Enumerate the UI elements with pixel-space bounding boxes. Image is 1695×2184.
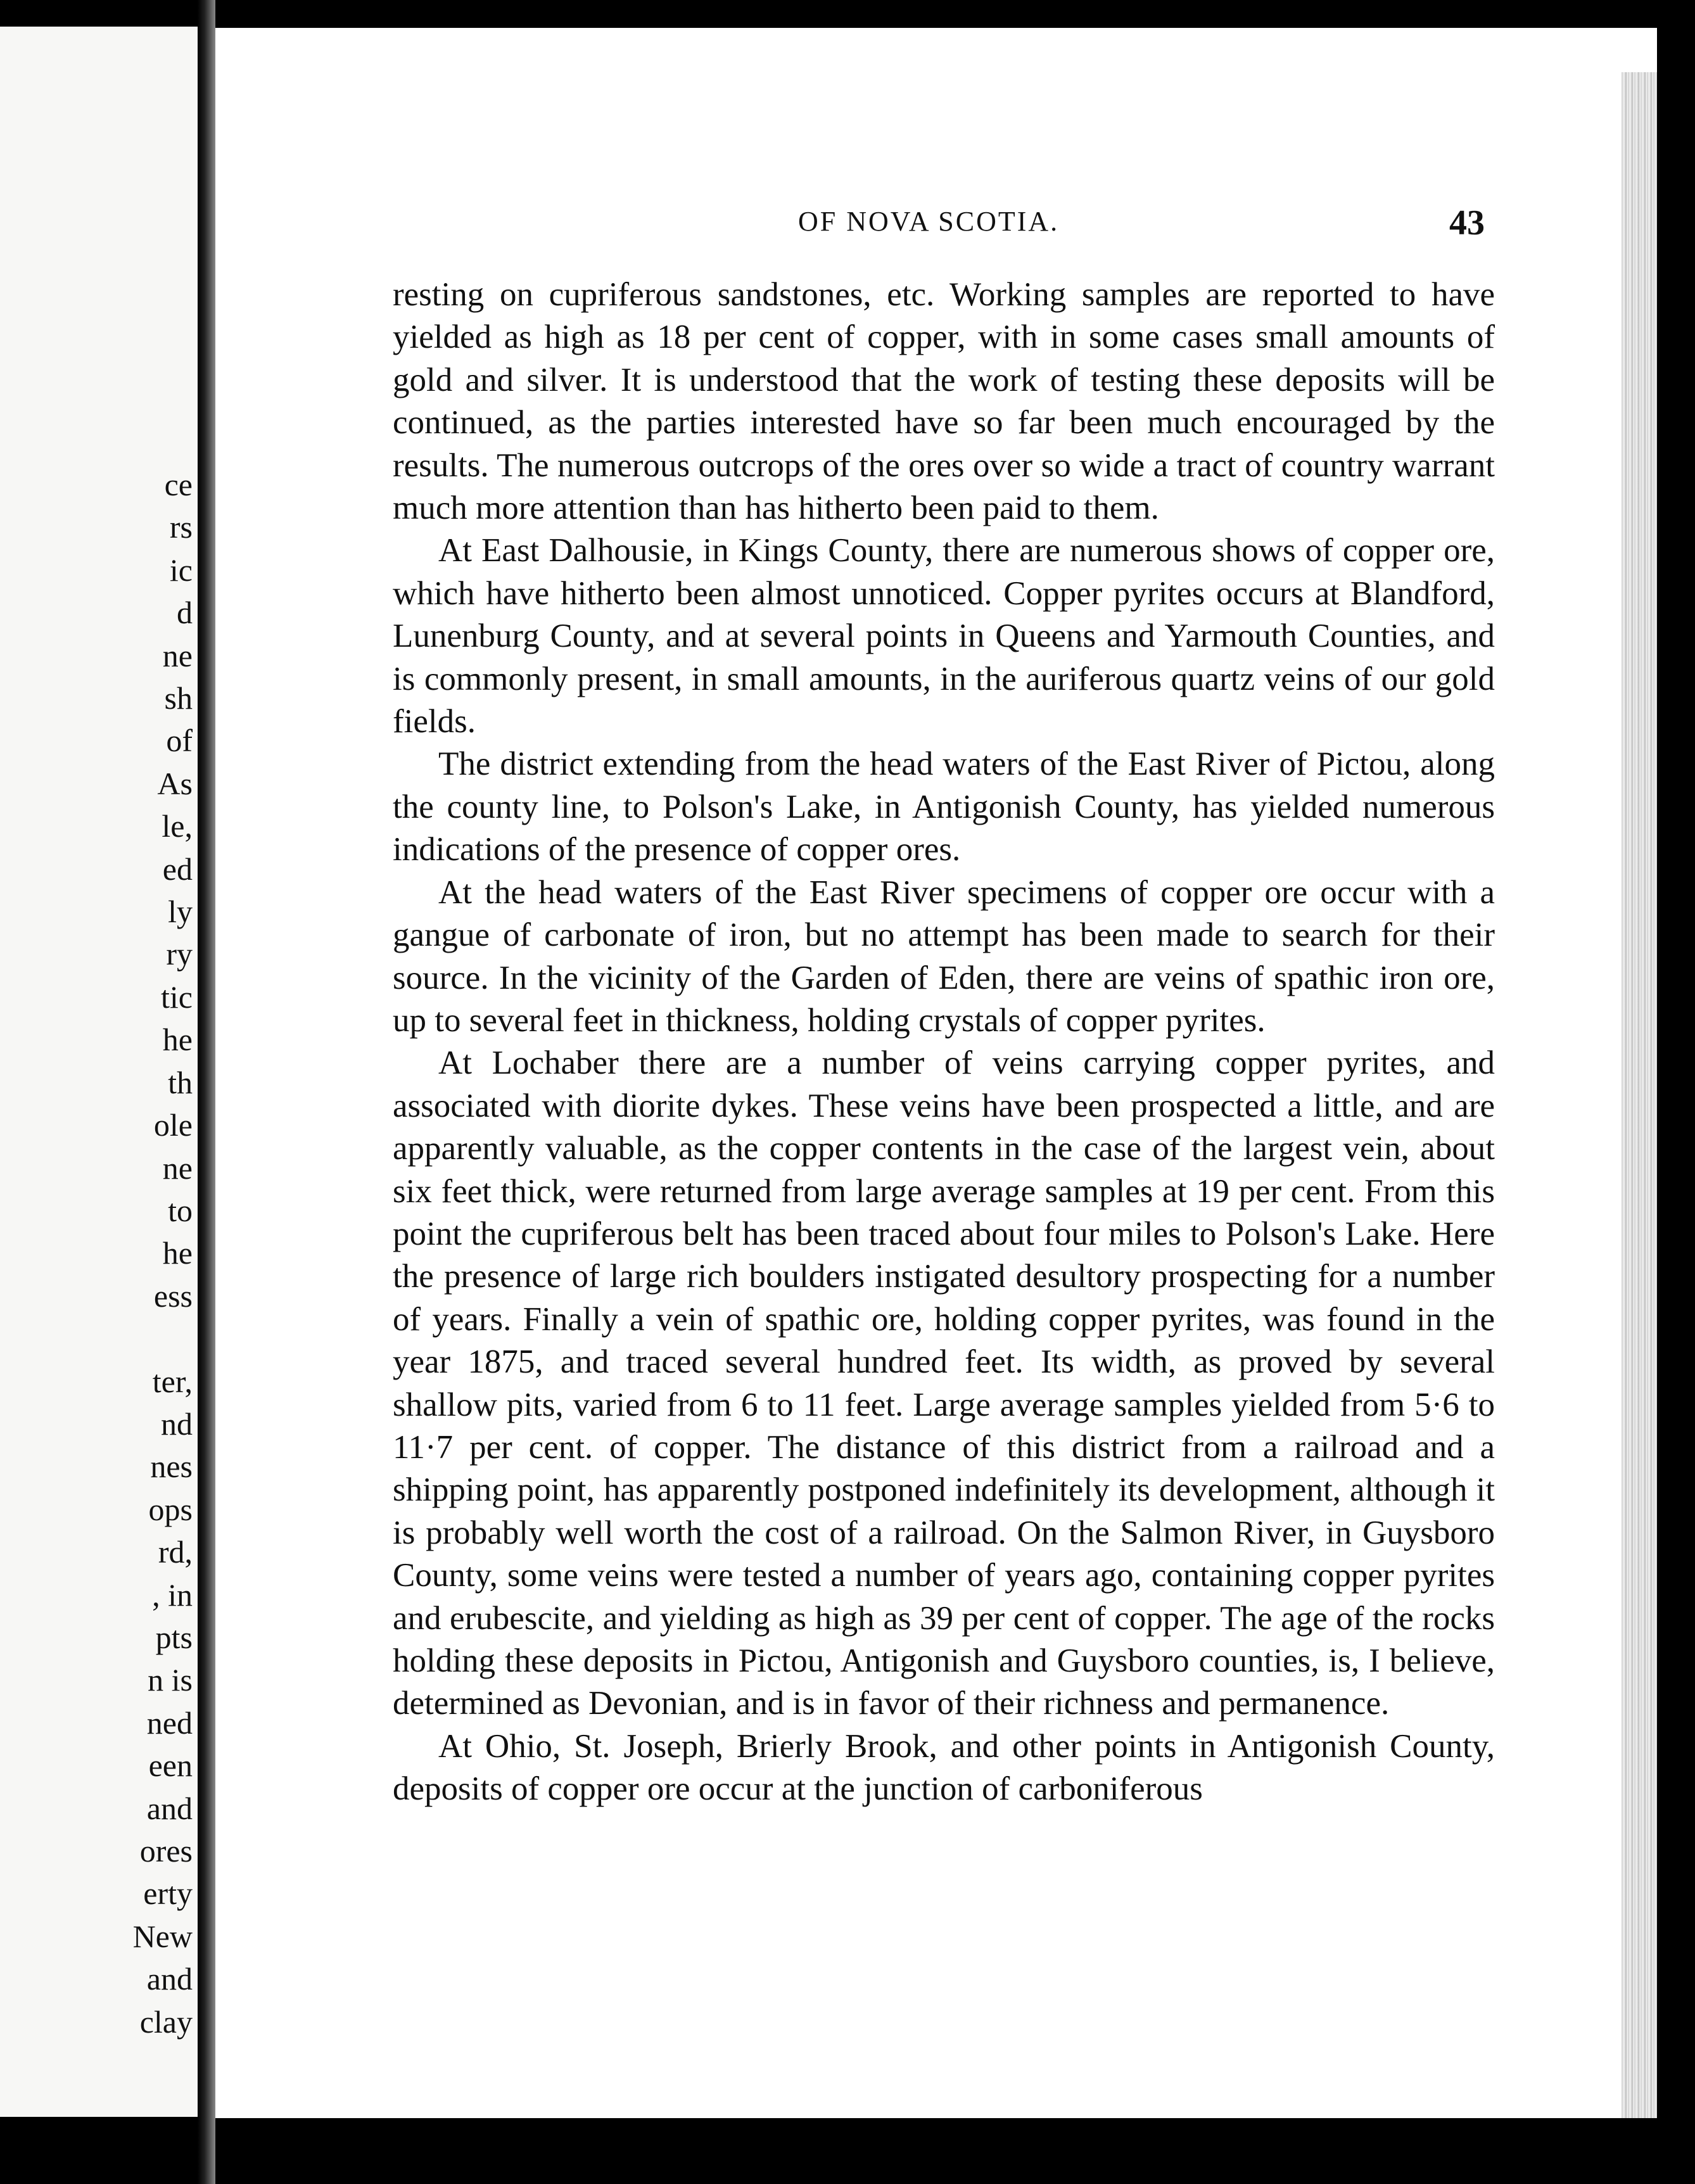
line-fragment: he [162,1022,193,1058]
line-fragment: , in [152,1577,193,1613]
line-fragment: ops [148,1491,193,1527]
paragraph: The district extending from the head waters of the East River of Pictou, along the county line, to Polson's Lake, in Antigonish County, has yielded numerous indications of the presence of copper ores. [393,746,1495,868]
line-fragment: nes [150,1449,193,1485]
line-fragment: ned [146,1705,193,1741]
line-fragment: ores [139,1833,193,1869]
paragraph: At East Dalhousie, in Kings County, there are numerous shows of copper ore, which have hitherto been almost unnoticed. Copper pyrites occurs at Blandford, Lunenburg County, and at several points in Queens and Yarmouth Counties, and is commonly present, in small amounts, in the auriferous quartz veins of our gold fields. [393,532,1495,740]
body-text [393,274,1495,1811]
facing-page-line-fragments [133,464,193,2043]
line-fragment: rd, [158,1534,193,1570]
line-fragment: and [146,1790,193,1826]
line-fragment: ess [153,1278,193,1314]
page-number: 43 [1449,203,1485,243]
line-fragment: nd [161,1406,193,1442]
line-fragment: ne [162,637,193,673]
line-fragment: ic [169,552,193,588]
line-fragment: d [177,595,193,631]
line-fragment: and [146,1961,193,1997]
line-fragment: As [157,765,193,801]
line-fragment: ry [166,936,193,972]
line-fragment: ed [162,851,193,887]
line-fragment: sh [164,680,193,716]
line-fragment: le, [162,808,193,844]
paragraph: At the head waters of the East River specimens of copper ore occur with a gangue of carbonate of iron, but no attempt has been made to search for their source. In the vicinity of the Garden of Eden, there are veins of spathic iron ore, up to several feet in thickness, holding crystals of copper pyrites. [393,873,1495,1039]
paragraph: At Ohio, St. Joseph, Brierly Brook, and other points in Antigonish County, deposits of copper ore occur at the junction of carboniferous [393,1727,1495,1808]
facing-page-edge [0,27,198,2117]
book-page [215,28,1657,2118]
running-head: OF NOVA SCOTIA. [798,206,1060,237]
line-fragment: ly [168,894,193,930]
page-stack-edge [1622,72,1657,2118]
line-fragment: of [166,723,193,759]
line-fragment: rs [169,509,193,545]
line-fragment: to [168,1192,193,1228]
line-fragment: clay [139,2003,193,2040]
line-fragment: erty [143,1876,193,1912]
line-fragment: th [168,1064,193,1100]
line-fragment: ter, [152,1363,193,1399]
paragraph: At Lochaber there are a number of veins carrying copper pyrites, and associated with diorite dykes. These veins have been prospected a little, and are apparently valuable, as the copper contents in the case of the largest vein, about six feet thick, were returned from large average samples at 19 per cent. From this point the cupriferous belt has been traced about four miles to Polson's Lake. Here the presence of large rich boulders instigated desultory prospecting for a number of years. Finally a vein of spathic ore, holding copper pyrites, was found in the year 1875, and traced several hundred feet. Its width, as proved by several shallow pits, varied from 6 to 11 feet. Large average samples yielded from 5·6 to 11·7 per cent. of copper. The distance of this district from a railroad and a shipping point, has apparently postponed indefinitely its development, although it is probably well worth the cost of a railroad. On the Salmon River, in Guysboro County, some veins were tested a number of years ago, containing copper pyrites and erubescite, and yielding as high as 39 per cent of copper. The age of the rocks holding these deposits in Pictou, Antigonish and Guysboro counties, is, I believe, determined as Devonian, and is in favor of their richness and permanence. [393,1044,1495,1722]
line-fragment: ce [164,467,193,502]
line-fragment: New [132,1918,193,1954]
line-fragment: he [162,1235,193,1271]
paragraph: resting on cupriferous sandstones, etc. Working samples are reported to have yielded as high as 18 per cent of copper, with in some cases small amounts of gold and silver. It is understood that the work of testing these deposits will be continued, as the parties interested have so far been much encouraged by the results. The numerous outcrops of the ores over so wide a tract of country warrant much more attention than has hitherto been paid to them. [393,276,1495,527]
line-fragment: tic [161,979,193,1015]
line-fragment: ne [162,1150,193,1186]
line-fragment [133,1317,193,1360]
line-fragment: pts [155,1619,193,1655]
binding-gutter [198,0,215,2184]
line-fragment: ole [153,1107,193,1143]
line-fragment: een [148,1748,193,1784]
line-fragment: n is [148,1662,193,1698]
